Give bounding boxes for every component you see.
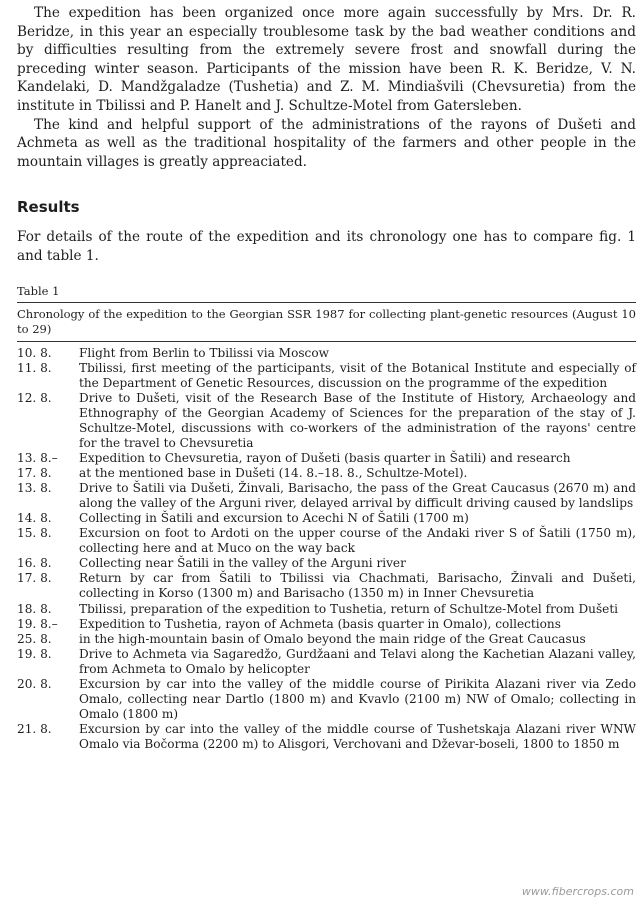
row-description: Drive to Šatili via Dušeti, Žinvali, Barisacho, the pass of the Great Caucasus (2670 m) and along the valley of the Arguni river, delayed arrival by difficult driving caused by landslips <box>79 481 636 511</box>
table-row <box>17 617 636 632</box>
row-description: Excursion on foot to Ardoti on the upper course of the Andaki river S of Šatili (1750 m), collecting here and at Muco on the way back <box>79 526 636 556</box>
row-description: Tbilissi, preparation of the expedition to Tushetia, return of Schultze-Motel from Dušeti <box>79 601 619 616</box>
table-row <box>17 632 636 647</box>
row-date: 17. 8. <box>17 466 52 481</box>
table-row <box>17 361 636 391</box>
row-description: Tbilissi, first meeting of the participants, visit of the Botanical Institute and especially of the Department of Genetic Resources, discussion on the programme of the expedition <box>79 360 636 390</box>
row-description: Excursion by car into the valley of the middle course of Tushetskaja Alazani river WNW Omalo via Bočorma (2200 m) to Alisgori, Verchovani and Dževar-boseli, 1800 to 1850 m <box>79 721 636 751</box>
table-row <box>17 722 636 752</box>
row-description: Excursion by car into the valley of the middle course of Pirikita Alazani river via Zedo Omalo, collecting near Dartlo (1800 m) and Kvavlo (2100 m) NW of Omalo; collecting in Omalo (1800 m) <box>79 676 636 721</box>
row-date: 19. 8.– <box>17 616 58 631</box>
row-date: 21. 8. <box>17 721 52 736</box>
table-row <box>17 647 636 677</box>
row-description: Flight from Berlin to Tbilissi via Moscow <box>79 345 329 360</box>
row-date: 25. 8. <box>17 631 52 646</box>
row-date: 16. 8. <box>17 556 52 571</box>
results-paragraph: For details of the route of the expedition and its chronology one has to compare fig. 1 and table 1. <box>17 229 636 264</box>
row-date: 12. 8. <box>17 390 52 405</box>
row-description: Collecting in Šatili and excursion to Acechi N of Šatili (1700 m) <box>79 511 469 526</box>
table-top-rule <box>17 302 636 303</box>
row-date: 11. 8. <box>17 360 52 375</box>
row-date: 17. 8. <box>17 571 52 586</box>
row-description: Drive to Achmeta via Sagaredžo, Gurdžaani and Telavi along the Kachetian Alazani valley, from Achmeta to Omalo by helicopter <box>79 646 636 676</box>
table-row <box>17 556 636 571</box>
table-title: Chronology of the expedition to the Georgian SSR 1987 for collecting plant-genetic resources (August 10 to 29) <box>17 306 636 337</box>
table-row <box>17 346 636 361</box>
watermark: www.fibercrops.com <box>521 885 634 898</box>
table-caption: Table 1 <box>17 283 60 298</box>
row-date: 13. 8.– <box>17 451 58 466</box>
row-description: Return by car from Šatili to Tbilissi via Chachmati, Barisacho, Žinvali and Dušeti, collecting in Korso (1300 m) and Barisacho (1350 m) in Inner Chevsuretia <box>79 571 636 601</box>
table-header-rule <box>17 341 636 342</box>
row-date: 19. 8. <box>17 646 52 661</box>
table-row <box>17 466 636 481</box>
table-row <box>17 677 636 722</box>
row-description: Expedition to Tushetia, rayon of Achmeta (basis quarter in Omalo), collections <box>79 616 561 631</box>
row-date: 13. 8. <box>17 481 52 496</box>
row-description: in the high-mountain basin of Omalo beyond the main ridge of the Great Caucasus <box>79 631 586 646</box>
row-date: 15. 8. <box>17 526 52 541</box>
table-row <box>17 451 636 466</box>
row-date: 20. 8. <box>17 676 52 691</box>
intro-paragraph-1: The expedition has been organized once more again successfully by Mrs. Dr. R. Beridze, in this year an especially troublesome task by the bad weather conditions and by difficulties resulting from the extremely severe frost and snowfall during the preceding winter season. Participants of the mission have been R. K. Beridze, V. N. Kandelaki, D. Mandžgaladze (Tushetia) and Z. M. Mindiašvili (Chevsuretia) from the institute in Tbilissi and P. Hanelt and J. Schultze-Motel from Gatersleben. <box>17 5 636 114</box>
row-description: Expedition to Chevsuretia, rayon of Dušeti (basis quarter in Šatili) and research <box>79 451 571 466</box>
row-date: 18. 8. <box>17 601 52 616</box>
table-row <box>17 481 636 511</box>
chronology-table <box>17 346 636 752</box>
table-row <box>17 511 636 526</box>
row-date: 10. 8. <box>17 345 52 360</box>
row-date: 14. 8. <box>17 511 52 526</box>
intro-paragraph-2: The kind and helpful support of the administrations of the rayons of Dušeti and Achmeta as well as the traditional hospitality of the farmers and other people in the mountain villages is greatly appreaciated. <box>17 116 636 170</box>
table-row <box>17 391 636 451</box>
table-row <box>17 526 636 556</box>
document-page <box>17 4 636 752</box>
row-description: at the mentioned base in Dušeti (14. 8.–18. 8., Schultze-Motel). <box>79 466 468 481</box>
row-description: Collecting near Šatili in the valley of the Arguni river <box>79 556 406 571</box>
table-row <box>17 571 636 601</box>
table-row <box>17 602 636 617</box>
results-heading: Results <box>17 198 80 217</box>
row-description: Drive to Dušeti, visit of the Research Base of the Institute of History, Archaeology and Ethnography of the Georgian Academy of Sciences for the preparation of the stay of J. Schultze-Motel, discussions with co-workers of the administration of the rayons' centre for the travel to Chevsuretia <box>79 390 636 450</box>
